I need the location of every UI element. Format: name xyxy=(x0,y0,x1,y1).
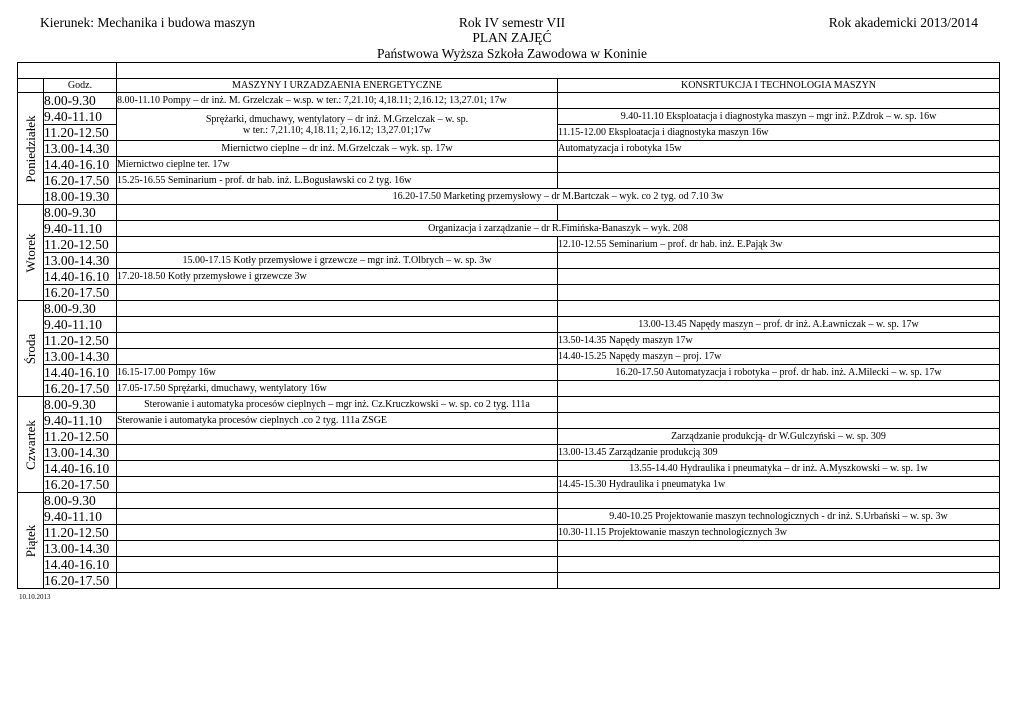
year-semester: Rok IV semestr VII xyxy=(458,15,566,30)
time-cell: 11.20-12.50 xyxy=(44,333,117,349)
empty-cell xyxy=(117,493,558,509)
entry-cell: 16.20-17.50 Automatyzacja i robotyka – prof. dr hab. inż. A.Milecki – w. sp. 17w xyxy=(558,365,1000,381)
empty-cell xyxy=(117,285,558,301)
table-row xyxy=(18,157,1000,173)
empty-cell xyxy=(558,397,1000,413)
time-cell: 11.20-12.50 xyxy=(44,125,117,141)
table-row xyxy=(18,541,1000,557)
page-title: PLAN ZAJĘĆ xyxy=(472,30,552,45)
empty-cell xyxy=(117,445,558,461)
table-row xyxy=(18,397,1000,413)
empty-cell xyxy=(558,93,1000,109)
time-cell: 8.00-9.30 xyxy=(44,493,117,509)
table-row xyxy=(18,109,1000,125)
time-cell: 13.00-14.30 xyxy=(44,141,117,157)
entry-cell: 10.30-11.15 Projektowanie maszyn technologicznych 3w xyxy=(558,525,1000,541)
col-time-header: Godz. xyxy=(44,79,117,93)
table-row xyxy=(18,461,1000,477)
table-row xyxy=(18,557,1000,573)
empty-cell xyxy=(558,205,1000,221)
time-cell: 9.40-11.10 xyxy=(44,509,117,525)
time-cell: 14.40-16.10 xyxy=(44,365,117,381)
time-cell: 13.00-14.30 xyxy=(44,253,117,269)
empty-cell xyxy=(558,285,1000,301)
empty-cell xyxy=(558,493,1000,509)
table-row xyxy=(18,301,1000,317)
empty-cell xyxy=(558,269,1000,285)
entry-cell: 14.45-15.30 Hydraulika i pneumatyka 1w xyxy=(558,477,1000,493)
empty-cell xyxy=(117,557,558,573)
empty-cell xyxy=(558,557,1000,573)
empty-cell xyxy=(117,461,558,477)
table-row xyxy=(18,413,1000,429)
table-row xyxy=(18,317,1000,333)
entry-cell: 14.40-15.25 Napędy maszyn – proj. 17w xyxy=(558,349,1000,365)
day-tuesday: Wtorek xyxy=(18,205,44,301)
entry-cell: 16.15-17.00 Pompy 16w xyxy=(117,365,558,381)
entry-cell: Sterowanie i automatyka procesów cieplnych .co 2 tyg. 111a ZSGE xyxy=(117,413,558,429)
entry-cell: 9.40-10.25 Projektowanie maszyn technologicznych - dr inż. S.Urbański – w. sp. 3w xyxy=(558,509,1000,525)
empty-cell xyxy=(117,541,558,557)
table-row xyxy=(18,333,1000,349)
entry-cell: Organizacja i zarządzanie – dr R.Fimińska-Banaszyk – wyk. 208 xyxy=(117,221,1000,237)
entry-cell: 12.10-12.55 Seminarium – prof. dr hab. inż. E.Pająk 3w xyxy=(558,237,1000,253)
schedule-table xyxy=(17,62,1000,589)
empty-cell xyxy=(558,541,1000,557)
entry-cell: Automatyzacja i robotyka 15w xyxy=(558,141,1000,157)
entry-cell: 13.00-13.45 Napędy maszyn – prof. dr inż. A.Ławniczak – w. sp. 17w xyxy=(558,317,1000,333)
empty-cell xyxy=(117,525,558,541)
time-cell: 14.40-16.10 xyxy=(44,557,117,573)
empty-cell xyxy=(558,413,1000,429)
time-cell: 11.20-12.50 xyxy=(44,429,117,445)
entry-cell: 13.50-14.35 Napędy maszyn 17w xyxy=(558,333,1000,349)
entry-cell: 9.40-11.10 Eksploatacja i diagnostyka maszyn – mgr inż. P.Zdrok – w. sp. 16w xyxy=(558,109,1000,125)
time-cell: 13.00-14.30 xyxy=(44,445,117,461)
footer-date: 10.10.2013 xyxy=(19,593,51,601)
entry-cell: 17.20-18.50 Kotły przemysłowe i grzewcze 3w xyxy=(117,269,558,285)
time-cell: 13.00-14.30 xyxy=(44,349,117,365)
field-of-study: Kierunek: Mechanika i budowa maszyn xyxy=(40,15,256,30)
time-cell: 8.00-9.30 xyxy=(44,93,117,109)
table-row xyxy=(18,141,1000,157)
entry-cell xyxy=(117,109,558,141)
table-top-row xyxy=(18,63,1000,79)
empty-cell xyxy=(117,237,558,253)
entry-line: Sprężarki, dmuchawy, wentylatory – dr inż. M.Grzelczak – w. sp. xyxy=(205,113,469,125)
empty-cell xyxy=(117,429,558,445)
entry-cell: Miernictwo cieplne ter. 17w xyxy=(117,157,558,173)
entry-cell: 13.00-13.45 Zarządzanie produkcją 309 xyxy=(558,445,1000,461)
empty-cell xyxy=(558,157,1000,173)
empty-cell xyxy=(558,253,1000,269)
entry-cell: 16.20-17.50 Marketing przemysłowy – dr M.Bartczak – wyk. co 2 tyg. od 7.10 3w xyxy=(117,189,1000,205)
table-row xyxy=(18,285,1000,301)
entry-cell: Miernictwo cieplne – dr inż. M.Grzelczak – wyk. sp. 17w xyxy=(117,141,558,157)
empty-cell xyxy=(117,509,558,525)
empty-cell xyxy=(117,349,558,365)
table-row xyxy=(18,525,1000,541)
table-row xyxy=(18,269,1000,285)
entry-cell: Sterowanie i automatyka procesów cieplnych – mgr inż. Cz.Kruczkowski – w. sp. co 2 tyg. 111a xyxy=(117,397,558,413)
time-cell: 11.20-12.50 xyxy=(44,237,117,253)
table-row xyxy=(18,189,1000,205)
empty-cell xyxy=(117,477,558,493)
table-row xyxy=(18,493,1000,509)
empty-cell xyxy=(117,573,558,589)
time-cell: 11.20-12.50 xyxy=(44,525,117,541)
table-row xyxy=(18,573,1000,589)
time-cell: 9.40-11.10 xyxy=(44,221,117,237)
time-cell: 16.20-17.50 xyxy=(44,477,117,493)
empty-cell xyxy=(117,205,558,221)
empty-cell xyxy=(117,333,558,349)
day-monday: Poniedziałek xyxy=(18,93,44,205)
table-row xyxy=(18,221,1000,237)
entry-cell: 15.00-17.15 Kotły przemysłowe i grzewcze – mgr inż. T.Olbrych – w. sp. 3w xyxy=(117,253,558,269)
column-header-row xyxy=(18,79,1000,93)
table-row xyxy=(18,477,1000,493)
table-row xyxy=(18,93,1000,109)
table-row xyxy=(18,509,1000,525)
entry-cell: 17.05-17.50 Sprężarki, dmuchawy, wentylatory 16w xyxy=(117,381,558,397)
table-row xyxy=(18,173,1000,189)
day-friday: Piątek xyxy=(18,493,44,589)
time-cell: 18.00-19.30 xyxy=(44,189,117,205)
day-thursday: Czwartek xyxy=(18,397,44,493)
table-row xyxy=(18,253,1000,269)
empty-cell xyxy=(117,317,558,333)
school-name: Państwowa Wyższa Szkoła Zawodowa w Koninie xyxy=(377,46,647,61)
empty-cell xyxy=(558,301,1000,317)
time-cell: 14.40-16.10 xyxy=(44,461,117,477)
time-cell: 16.20-17.50 xyxy=(44,173,117,189)
col-a-header: MASZYNY I URZADZAENIA ENERGETYCZNE xyxy=(117,79,558,93)
table-row xyxy=(18,381,1000,397)
time-cell: 8.00-9.30 xyxy=(44,301,117,317)
col-b-header: KONSRTUKCJA I TECHNOLOGIA MASZYN xyxy=(558,79,1000,93)
time-cell: 8.00-9.30 xyxy=(44,205,117,221)
time-cell: 13.00-14.30 xyxy=(44,541,117,557)
time-cell: 14.40-16.10 xyxy=(44,157,117,173)
day-wednesday: Środa xyxy=(18,301,44,397)
table-row xyxy=(18,429,1000,445)
entry-cell: 8.00-11.10 Pompy – dr inż. M. Grzelczak – w.sp. w ter.: 7,21.10; 4,18.11; 2,16.12; 13,27.01; 17w xyxy=(117,93,558,109)
table-row xyxy=(18,365,1000,381)
time-cell: 9.40-11.10 xyxy=(44,413,117,429)
academic-year: Rok akademicki 2013/2014 xyxy=(828,15,978,30)
time-cell: 16.20-17.50 xyxy=(44,285,117,301)
time-cell: 9.40-11.10 xyxy=(44,109,117,125)
time-cell: 16.20-17.50 xyxy=(44,381,117,397)
empty-cell xyxy=(117,301,558,317)
table-row xyxy=(18,237,1000,253)
table-row xyxy=(18,205,1000,221)
time-cell: 14.40-16.10 xyxy=(44,269,117,285)
entry-cell: 13.55-14.40 Hydraulika i pneumatyka – dr inż. A.Myszkowski – w. sp. 1w xyxy=(558,461,1000,477)
entry-cell: Zarządzanie produkcją- dr W.Gulczyński – w. sp. 309 xyxy=(558,429,1000,445)
time-cell: 9.40-11.10 xyxy=(44,317,117,333)
time-cell: 16.20-17.50 xyxy=(44,573,117,589)
empty-cell xyxy=(558,381,1000,397)
table-row xyxy=(18,445,1000,461)
entry-cell: 15.25-16.55 Seminarium - prof. dr hab. inż. L.Bogusławski co 2 tyg. 16w xyxy=(117,173,558,189)
entry-cell: 11.15-12.00 Eksploatacja i diagnostyka maszyn 16w xyxy=(558,125,1000,141)
entry-line: w ter.: 7,21.10; 4,18.11; 2,16.12; 13,27.01;17w xyxy=(243,124,431,136)
empty-cell xyxy=(558,173,1000,189)
empty-cell xyxy=(558,573,1000,589)
table-row xyxy=(18,349,1000,365)
time-cell: 8.00-9.30 xyxy=(44,397,117,413)
